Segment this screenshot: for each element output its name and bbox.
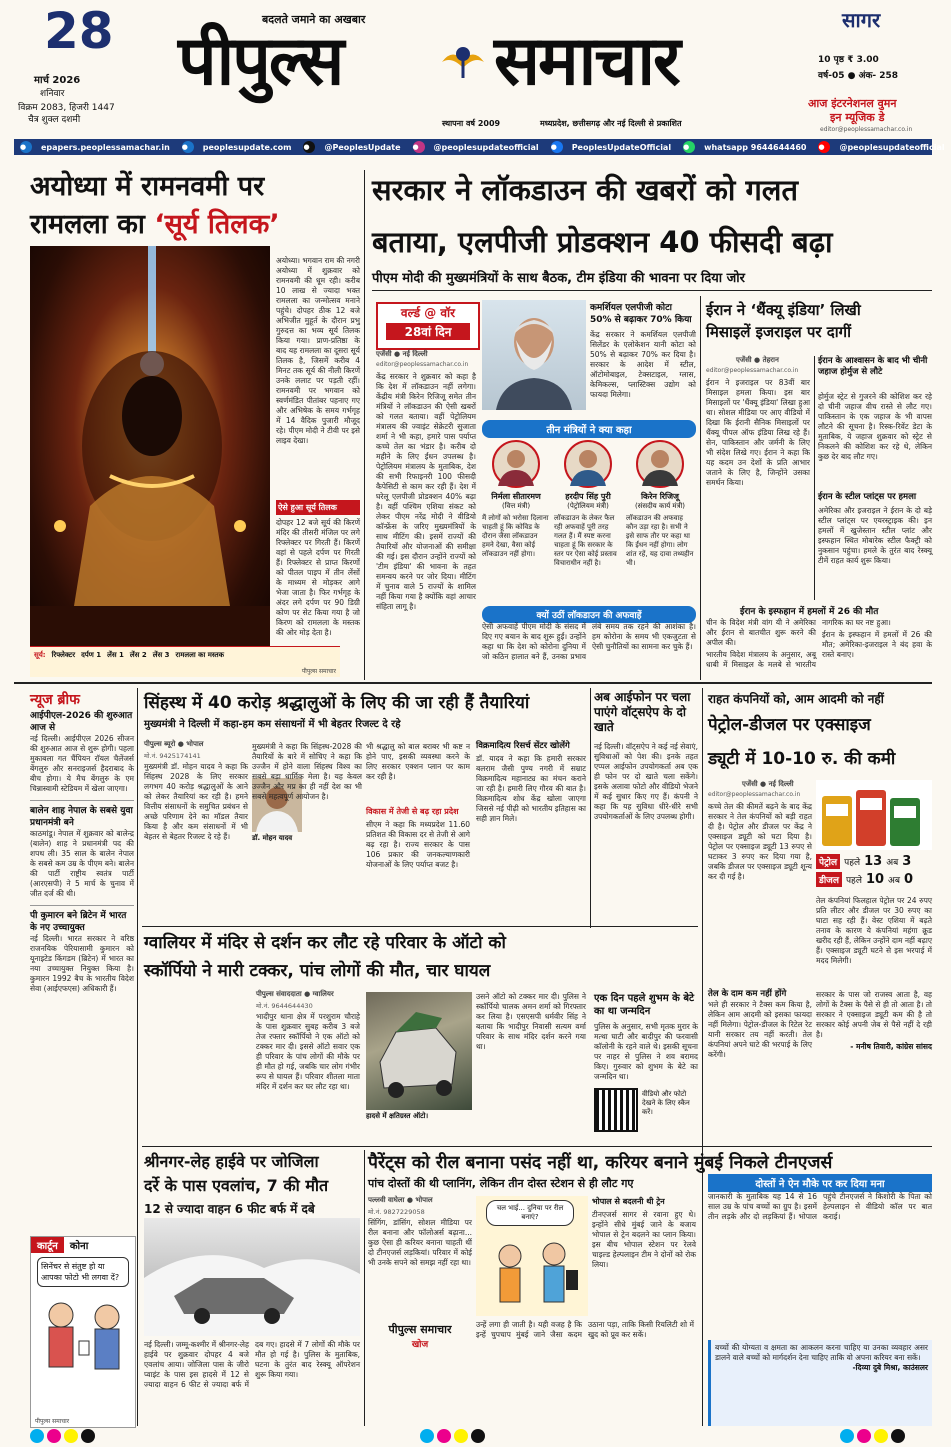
lead-email: editor@peoplessamachar.co.in — [376, 361, 469, 368]
srinagar-subtitle: 12 से ज्यादा वाहन 6 फीट बर्फ में दबे — [144, 1202, 315, 1216]
print-registration-marks — [30, 1428, 98, 1447]
excise-email: editor@peoplessamachar.co.in — [708, 791, 801, 798]
social-label: whatsapp 9644644460 — [704, 142, 807, 152]
srinagar-body — [144, 1340, 360, 1426]
tagline: बदलते जमाने का अखबार — [262, 13, 366, 26]
simhastha-body-3 — [366, 742, 470, 802]
divider — [142, 926, 698, 927]
iphone-body-text: नई दिल्ली। वॉट्सऐप ने कई नई सेवाएं, सुविधाओं को पेश की। इनके तहत एप्पल आईफोन उपयोगकर्ता अब एक ही फोन पर दो खाते चला सकेंगे। इसके अलावा फोटो और वीडियो भेजने में कई सुधार किए गए हैं। कंपनी ने कहा कि यह सुविधा धीरे-धीरे सभी उपयोगकर्ताओं के लिए उपलब्ध होगी। — [594, 742, 698, 821]
shubham-body-text: पुलिस के अनुसार, सभी मृतक मुरार के मत्था घाटी और बादीपुर की फरवासी कॉलोनी के रहने वाले थे। इसकी सूचना पर नाहर से पुलिस ने शव बरामद किए। गुरुवार को शुभम के बेटे का जन्मदिन था। — [594, 1022, 698, 1081]
lead-title-2: बताया, एलपीजी प्रोडक्शन 40 फीसदी बढ़ा — [372, 225, 833, 259]
quote2-text: सरकार के पास जो राजस्व आता है, वह लोगों के टैक्स के पैसे से ही तो आता है। तो सरकार ने एक्साइज ड्यूटी कम की है तो सरकार कोई अपनी जेब से पैसे नहीं दे रही है। — [816, 990, 932, 1039]
simhastha-byline: पीपुल्स ब्यूरो ● भोपाल — [144, 740, 204, 748]
excise-row — [816, 854, 932, 869]
simhastha-phone: मो.नं. 9425174141 — [144, 752, 201, 760]
friends-footer-text: बच्चों की योग्यता व क्षमता का आकलन करना चाहिए या उनका व्यवहार असर डालने वाले बच्चों को मार्गदर्शन देना चाहिए ताकि वो अपना करियर बना सकें। — [715, 1343, 928, 1362]
photo-credit: पीपुल्स समाचार — [301, 668, 336, 675]
ayodhya-title-2 — [30, 204, 280, 241]
news-brief-list — [30, 710, 134, 1230]
rumor-body — [482, 622, 696, 678]
ministers-heading: तीन मंत्रियों ने क्या कहा — [482, 420, 696, 438]
social-bar — [14, 139, 945, 155]
social-label: @peoplesupdateofficial — [839, 142, 945, 152]
gwalior-phone: मो.नं. 9644644430 — [256, 1002, 313, 1010]
founded-year: स्थापना वर्ष 2009 — [442, 119, 501, 128]
social-link[interactable] — [413, 141, 545, 153]
minister-card — [482, 440, 550, 600]
teens-phone: मो.नं. 9827229058 — [368, 1208, 425, 1216]
social-label: peoplesupdate.com — [202, 142, 292, 152]
teens-title: पैरेंट्स को रील बनाना पसंद नहीं था, करियर बनाने मुंबई निकले टीनएजर्स — [368, 1153, 833, 1173]
ayodhya-body-text: अयोध्या। भगवान राम की नगरी अयोध्या में शुक्रवार को रामनवमी की धूम रही। करीब 10 लाख से ज्यादा भक्त रामलला का जन्मोत्सव मनाने पहुंचे। दोपहर ठीक 12 बजे अभिजीत मुहूर्त के दौरान प्रभु गुरुदत्त का भव्य सूर्य तिलक किया गया। प्राण-प्रतिष्ठा के बाद यह रामलला का दूसरा सूर्य तिलक है, जिसमें करीब 4 मिनट तक सूर्य की नीली किरणें उनके ललाट पर पड़ती रहीं। रामनवमी पर भगवान को स्वर्णमंडित पीतांबर पहनाए गए और अभिषेक के समय गर्भगृह में 14 वैदिक पुजारी मौजूद रहे। पीएम मोदी ने टीवी पर इसे लाइव देखा। — [276, 256, 360, 445]
shubham-title: एक दिन पहले शुभम के बेटे का था जन्मदिन — [594, 993, 695, 1017]
quote2-credit: - मनीष तिवारी, कांग्रेस सांसद — [850, 1042, 932, 1051]
diagram-label: सूर्य: — [34, 651, 46, 659]
globe-icon: ● — [20, 141, 32, 153]
excise-body-text: कच्चे तेल की कीमतें बढ़ने के बाद केंद्र सरकार ने तेल कंपनियों को बड़ी राहत दी है। पेट्रोल और डीजल पर केंद्र ने एक्साइज ड्यूटी को घटा दिया है। पेट्रोल पर एक्साइज ड्यूटी 13 रुपए से घटाकर 3 रुपए कर दिया गया है, जबकि डीजल पर एक्साइज ड्यूटी शून्य कर दी गई है। — [708, 802, 812, 881]
social-link[interactable] — [303, 141, 406, 153]
teens-box-body — [592, 1210, 696, 1316]
excise-title-0: राहत कंपनियों को, आम आदमी को नहीं — [708, 692, 884, 706]
masthead — [0, 0, 945, 138]
diagram-label: दर्पण 1 — [81, 651, 102, 659]
news-brief-headline: पी कुमारन बने ब्रिटेन में भारत के नए उच्चायुक्त — [30, 905, 134, 934]
gwalior-title-2: स्कॉर्पियो ने मारी टक्कर, पांच लोगों की मौत, चार घायल — [144, 961, 491, 981]
social-link[interactable] — [683, 141, 812, 153]
minister-portrait — [636, 440, 684, 488]
date-month-year: मार्च 2026 — [34, 75, 81, 86]
lead-subtitle: पीएम मोदी की मुख्यमंत्रियों के साथ बैठक, टीम इंडिया की भावना पर दिया जोर — [372, 271, 745, 286]
qr-text: वीडियो और फोटो देखने के लिए स्कैन करें। — [642, 1090, 690, 1116]
social-link[interactable] — [551, 141, 677, 153]
promo-line2: इन म्यूजिक डे — [830, 111, 885, 124]
fuel-label: डीजल — [816, 872, 842, 887]
teens-body-2 — [476, 1320, 694, 1426]
excise-title-2: ड्यूटी में 10-10 रु. की कमी — [708, 749, 896, 769]
facebook-icon: ● — [551, 141, 563, 153]
logo-emblem — [440, 40, 486, 80]
whatsapp-icon: ● — [683, 141, 695, 153]
avalanche-photo — [144, 1218, 360, 1336]
iran-email: editor@peoplessamachar.co.in — [706, 367, 799, 374]
iran-side-body — [818, 392, 932, 488]
friends-footer-credit: -दिव्या दुबे मिश्रा, काउंसलर — [852, 1363, 928, 1372]
gwalior-title-1: ग्वालियर में मंदिर से दर्शन कर लौट रहे परिवार के ऑटो को — [144, 933, 506, 953]
iran-title-1: ईरान ने ‘थैंक्यू इंडिया’ लिखी — [706, 301, 861, 319]
war-badge-line2: 28वां दिन — [386, 323, 470, 340]
ramlalla-photo — [30, 246, 270, 646]
qr-code — [594, 1088, 638, 1132]
cartoon-box — [30, 1236, 136, 1428]
isfahan-bullets — [706, 618, 932, 678]
excise-row — [816, 872, 932, 887]
minister-name: निर्मला सीतारमण — [491, 492, 541, 501]
iran-body-text: ईरान ने इजराइल पर 83वीं बार मिसाइल हमला किया। इस बार मिसाइलों पर 'थैंक्यू इंडिया' लिखा हुआ था। सोशल मीडिया पर आए वीडियो में दिखा कि ईरानी सैनिक मिसाइलों पर थैंक्यू पीपल ऑफ इंडिया लिख रहे हैं। सेन, पाकिस्तान और जर्मनी के लिए भी संदेश लिखे गए। ईरान ने कहा कि यह कदम उन देशों के प्रति आभार जताने के लिए है, जिन्होंने उसका समर्थन किया। — [706, 378, 810, 487]
cartoon-speech: सिनेंचर से संतुष्ट हो या आपका फोटो भी लगवा दें? — [37, 1257, 129, 1287]
cartoon-credit: पीपुल्स समाचार — [35, 1418, 70, 1425]
lead-title-1: सरकार ने लॉकडाउन की खबरों को गलत — [372, 173, 798, 207]
iran-side-title: ईरान के आश्वासन के बाद भी चीनी जहाज होर्मुज से लौटे — [818, 356, 928, 377]
simhastha-body-2b — [306, 782, 362, 922]
social-link[interactable] — [818, 141, 950, 153]
iran-side-title-2: ईरान के स्टील प्लांट्स पर हमला — [818, 492, 917, 502]
diagram-label: लेंस 3 — [152, 651, 170, 659]
social-label: @PeoplesUpdate — [324, 142, 401, 152]
isfahan-bullet: भारतीय विदेश मंत्रालय के अनुसार, अबू धाबी में मिसाइल के मलबे से भारतीय नागरिक का घर नष्ट हुआ। — [706, 618, 891, 669]
fuel-pump-graphic — [816, 780, 932, 850]
ministers-panel — [482, 440, 696, 600]
simhastha-title: सिंहस्थ में 40 करोड़ श्रद्धालुओं के लिए की जा रही हैं तैयारियां — [144, 693, 530, 713]
iphone-body — [594, 742, 698, 924]
news-brief-headline: बालेन शाह नेपाल के सबसे युवा प्रधानमंत्री बने — [30, 800, 134, 829]
teens-logo — [368, 1322, 472, 1350]
commercial-body-text: केंद्र सरकार ने कमर्शियल एलपीजी सिलेंडर के एलोकेशन यानी कोटा को 50% से बढ़ाकर 70% कर दिया है। सरकार के आदेश में स्टील, ऑटोमोबाइल, टेक्सटाइल, ग्लास, केमिकल्स, प्लास्टिक्स उद्योग को फायदा मिलेगा। — [590, 330, 696, 399]
print-registration-marks — [420, 1428, 488, 1447]
instagram-icon: ● — [413, 141, 425, 153]
friends-box-footer — [708, 1340, 932, 1426]
social-label: PeoplesUpdateOfficial — [571, 142, 672, 152]
simhastha-box-body — [366, 820, 470, 922]
minister-quote: लॉकडाउन की अफवाह कौन उड़ा रहा है। सभी ने इसे साफ तौर पर कहा था कि ईंधन नहीं होगा। लोग शांत रहें, यह दावा तथ्यहीन भी। — [626, 514, 694, 567]
lead-body — [376, 372, 476, 677]
cartoon-label: कार्टून — [31, 1237, 64, 1253]
teens-body-text: सिंगिंग, डांसिंग, सोशल मीडिया पर रील बनाना और फॉलोअर्स बढ़ाना... कुछ ऐसा ही करियर बनाना चाहती थीं दो टीनएजर्स लड़कियां। परिवार में कोई भी उनके सपने को समझ नहीं रहा था। — [368, 1218, 472, 1267]
quote1-text: भले ही सरकार ने टैक्स कम किया है, लेकिन आम आदमी को इसका फायदा नहीं मिलेगा। पेट्रोल-डीजल के रिटेल रेट यानी सरकार तय नहीं करती। तेल कंपनियां अपने घाटे की भरपाई के लिए करेंगी। — [708, 1000, 812, 1059]
after-label: अब — [888, 876, 901, 886]
iphone-title: अब आईफोन पर चला पाएंगे वॉट्सऐप के दो खाते — [594, 690, 691, 734]
iran-body — [706, 378, 810, 598]
youtube-icon: ● — [818, 141, 830, 153]
excise-byline: एजेंसी ● नई दिल्ली — [742, 780, 794, 788]
diagram-label: रामलला का मस्तक — [175, 651, 225, 659]
excise-bullet-text: तेल कंपनियां फिलहाल पेट्रोल पर 24 रुपए प्रति लीटर और डीजल पर 30 रुपए का घाटा सह रही हैं। वेस्ट एशिया में बढ़ते तनाव के कारण ये कंपनियां महंगा क्रूड खरीद रही हैं, लेकिन उन्होंने दाम नहीं बढ़ाए हैं। एक्साइज ड्यूटी घटने से इस भरपाई में मदद मिलेगी। — [816, 896, 932, 965]
price: 10 पृष्ठ ₹ 3.00 — [818, 55, 879, 65]
ayodhya-title-2b: ‘सूर्य तिलक’ — [154, 209, 280, 240]
iran-side-body-text: होर्मुज स्ट्रेट से गुजरने की कोशिश कर रहे दो चीनी जहाज वीच रास्ते से लौट गए। पाकिस्तान के एक जहाज के भी वापस लौटने की सूचना है। रिस्क-रिवेंट डेटा के मुताबिक, ये जहाज शुक्रवार को स्ट्रेट से निकलने की कोशिश कर रहे थे, लेकिन कुछ देर बाद लौट गए। — [818, 392, 932, 461]
simhastha-body-1 — [144, 762, 248, 922]
excise-bullet — [816, 896, 932, 986]
excise-table — [816, 854, 932, 890]
srinagar-title-1: श्रीनगर-लेह हाईवे पर जोजिला — [144, 1152, 319, 1171]
diagram-label: लेंस 1 — [107, 651, 124, 659]
divider — [700, 296, 701, 680]
divider — [14, 682, 932, 684]
minister-quote: मैं लोगों को भरोसा दिलाना चाहती हूं कि कोविड के दौरान जैसा लॉकडाउन हमने देखा, वैसा कोई लॉकडाउन नहीं होगा। — [482, 514, 549, 558]
lead-body-text: केंद्र सरकार ने शुक्रवार को कहा है कि देश में लॉकडाउन नहीं लगेगा। केंद्रीय मंत्री किरेन रिजिजू समेत तीन मंत्रियों ने लॉकडाउन की ऐसी खबरों को गलत बताया। वहीं पेट्रोलियम मंत्रालय की ज्वाइंट सेक्रेटरी सुजाता शर्मा ने भी कहा, हमारे पास पर्याप्त कच्चे तेल का भंडार है। करीब दो महीने के लिए ईंधन उपलब्ध है। पेट्रोलियम मंत्रालय के मुताबिक, देश की सभी रिफाइनरी 100 फीसदी कैपेसिटी से काम कर रही हैं। देश में घरेलू एलपीजी प्रोडक्शन 40% बढ़ा है। वहीं पश्चिम एशिया संकट को लेकर पीएम नरेंद्र मोदी ने वीडियो कॉन्फ्रेंस के जरिए मुख्यमंत्रियों के साथ मीटिंग की। इसमें राज्यों की तैयारियों और योजनाओं की समीक्षा की गई। इस दौरान उन्होंने राज्यों को 'टीम इंडिया' की भावना के तहत समन्वय करने पर जोर दिया। मीटिंग में चुनाव वाले 5 राज्यों के शामिल नहीं किया गया है क्योंकि वहां आचार संहिता लागू है। — [376, 372, 476, 611]
vikram-date: विक्रम 2083, हिजरी 1447 — [18, 103, 115, 113]
minister-portrait — [564, 440, 612, 488]
minister-portrait — [492, 440, 540, 488]
iran-title-2: मिसाइलें इजराइल पर दागीं — [706, 323, 851, 341]
pm-modi-photo — [482, 300, 586, 410]
sun-tilak-diagram — [30, 646, 340, 677]
divider — [364, 170, 365, 680]
promo-line1: आज इंटरनेशनल वुमन — [808, 97, 897, 110]
lead-byline: एजेंसी ● नई दिल्ली — [376, 350, 428, 358]
friends-box-title: दोस्तों ने ऐन मौके पर कर दिया मना — [708, 1174, 932, 1192]
simhastha-body3-text: भी श्रद्धालु को बाल बराबर भी कष्ट न होने पाए, इसकी व्यवस्था करने के लिए सरकार एक्शन प्लान पर काम कर रही है। — [366, 742, 470, 781]
news-brief-body: नई दिल्ली। आईपीएल 2026 सीजन की शुरुआत आज से शुरू होगी। पहला मुकाबला गत चैंपियन रॉयल चैलेंजर्स बेंगलुरु और सनराइजर्स हैदराबाद के बीच होगा। ये मैच बेंगलुरु के एम चिन्नास्वामी स्टेडियम में खेला जाएगा। — [30, 734, 134, 793]
ayodhya-body-2 — [276, 518, 360, 643]
ayodhya-body2-text: दोपहर 12 बजे सूर्य की किरणें मंदिर की तीसरी मंजिल पर लगे रिफ्लेक्टर पर गिरती हैं। किरणें वहां से पहले दर्पण पर गिरती हैं। रिफ्लेक्टर से प्राप्त किरणों को पीतल पाइप में तीन लेंसों के माध्यम से मोड़कर आगे भेजा जाता है। फिर गर्भगृह के अंदर लगे दर्पण पर 90 डिग्री कोण पर सेट किया गया है जो किरण को रामलला के मस्तक की ओर मोड़ देता है। — [276, 518, 360, 637]
minister-quote: लॉकडाउन के लेकर फैल रही अफवाहें पूरी तरह गलत हैं। मैं स्पष्ट करना चाहता हूं कि सरकार के स्तर पर ऐसा कोई प्रस्ताव विचाराधीन नहीं है। — [554, 514, 617, 567]
iran-byline: एजेंसी ● तेहरान — [736, 356, 779, 364]
city-name: सागर — [842, 8, 881, 32]
diagram-label: रिफ्लेक्टर — [51, 651, 76, 659]
simhastha-body1-text: मुख्यमंत्री डॉ. मोहन यादव ने कहा कि सिंहस्थ 2028 के लिए सरकार लगभग 40 करोड़ श्रद्धालुओं के आने को लेकर तैयारियां कर रही है। हमने वित्तीय संसाधनों के समुचित प्रबंधन से अच्छे परिणाम देने का मॉडल तैयार किया है और कम संसाधनों में भी बेहतर से बेहतर रिजल्ट दे रहे हैं। — [144, 762, 248, 841]
chaitra-date: चैत्र शुक्ल दशमी — [28, 115, 81, 125]
minister-card — [626, 440, 694, 600]
gwalior-body2-text: उसने ऑटो को टक्कर मार दी। पुलिस ने स्कॉर्पियो चालक अमन शर्मा को गिरफ्तार कर लिया है। एसएसपी धर्मवीर सिंह ने बताया कि भादीपुर निवासी सत्यम वर्मा परिवार के साथ मंदिर दर्शन करने गया था। — [476, 992, 586, 1051]
divider — [814, 356, 815, 600]
news-brief-headline: आईपीएल-2026 की शुरुआत आज से — [30, 711, 133, 733]
war-badge — [376, 302, 480, 350]
weekday: शनिवार — [40, 89, 65, 99]
ayodhya-title-1: अयोध्या में रामनवमी पर — [30, 171, 265, 202]
isfahan-bullet: ईरान के इस्फहान में हमलों में 26 की मौत; अमेरिका-इजराइल ने बंद हवा के रास्ते बनाए। — [822, 630, 932, 659]
fuel-label: पेट्रोल — [816, 854, 840, 869]
cartoon-illustration — [31, 1291, 135, 1381]
minister-card — [554, 440, 622, 600]
isfahan-bullet: चीन के विदेश मंत्री वांग यी ने अमेरिका और ईरान से बातचीत शुरू करने की अपील की। — [706, 618, 816, 647]
minister-name: किरेन रिजिजू — [640, 492, 679, 501]
teens-box-body-text: टीनएजर्स सागर से रवाना हुए थे। इन्होंने सीधे मुंबई जाने के बजाय भोपाल से ट्रेन बदलने का प्लान किया। इस बीच भोपाल स्टेशन पर रेलवे चाइल्ड हेल्पलाइन टीम ने दोनों को रोक लिया। — [592, 1210, 696, 1269]
after-value: 3 — [902, 854, 912, 869]
teens-body2-text: उन्हें लगा ही जाती है। यही वजह है कि इन्हें चुपचाप मुंबई जाने जैसा कदम उठाना पड़ा, ताकि किसी रियलिटी शो में खुद को प्रूव कर सकें। — [476, 1320, 694, 1339]
news-brief-body: नई दिल्ली। भारत सरकार ने वरिष्ठ राजनयिक पेरियासामी कुमारन को यूनाइटेड किंगडम (ब्रिटेन) में भारत का नया उच्चायुक्त नियुक्त किया है। कुमारन 1992 बैच के भारतीय विदेश सेवा (आईएफएस) अधिकारी हैं। — [30, 934, 134, 993]
mohan-yadav-caption: डॉ. मोहन यादव — [252, 834, 293, 842]
after-label: अब — [886, 858, 899, 868]
publish-info: मध्यप्रदेश, छत्तीसगढ़ और नई दिल्ली से प्रकाशित — [540, 119, 682, 128]
teens-body — [368, 1218, 472, 1318]
simhastha-subtitle: मुख्यमंत्री ने दिल्ली में कहा-हम कम संसाधनों में भी बेहतर रिजल्ट दे रहे — [144, 719, 401, 730]
commercial-title: कमर्शियल एलपीजी कोटा 50% से बढ़ाकर 70% किया — [590, 303, 692, 325]
iran-side-body2-text: अमेरिका और इजराइल ने ईरान के दो बड़े स्टील प्लांट्स पर एयरस्ट्राइक की। इन हमलों में खुजेस्तान स्टील प्लांट और इस्फहान स्थित मोबारेक स्टील फैक्ट्री को नुकसान पहुंचा। हमले के तुरंत बाद रेस्क्यू टीमें राहत कार्य शुरू किया। — [818, 506, 932, 565]
print-registration-marks — [840, 1428, 908, 1447]
paper-name-right: समाचार — [494, 22, 679, 101]
iran-side-body-2 — [818, 506, 932, 600]
simhastha-box-title: विकास में तेजी से बढ़ रहा प्रदेश — [366, 807, 459, 816]
gwalior-body-2 — [476, 992, 586, 1134]
before-value: 13 — [864, 854, 883, 869]
divider — [590, 688, 591, 928]
war-badge-line1: वर्ल्ड @ वॉर — [400, 306, 456, 320]
teens-subtitle: पांच दोस्तों की थी प्लानिंग, लेकिन तीन दोस्त स्टेशन से ही लौट गए — [368, 1177, 634, 1190]
before-value: 10 — [865, 872, 885, 887]
divider — [364, 1150, 365, 1426]
excise-title-1: पेट्रोल-डीजल पर एक्साइज — [708, 715, 871, 735]
friends-box-body-text: जानकारी के मुताबिक यह 14 से 16 साल उम्र के पांच बच्चों का ग्रुप है। इसमें तीन लड़के और दो लड़कियां हैं। भोपाल पहुंचे टीनएजर्स ने किशोरी के पिता को हेल्पलाइन से वीडियो कॉल पर बात कराई। — [708, 1192, 932, 1221]
before-label: पहले — [845, 876, 862, 886]
rumor-body-text: ऐसी अफवाहें पीएम मोदी के संसद में दिए गए बयान के बाद शुरू हुईं। उन्होंने कहा था कि देश को कोरोना दुनिया में जो कठिन हालात बने हैं, उनका प्रभाव लंबे समय तक रहने की आशंका है। हम कोरोना के समय भी एकजुटता से ऐसी चुनौतियों का सामना कर चुके हैं। — [482, 622, 696, 661]
rumor-heading: क्यों उठीं लॉकडाउन की अफवाहें — [482, 606, 696, 623]
simhastha-body2-text: मुख्यमंत्री ने कहा कि सिंहस्थ-2028 की तैयारियों के बारे में सोचिए ने कहा कि उज्जैन में होने वाला सिंहस्थ विश्व का सबसे बड़ा धार्मिक मेला है। यह केवल उज्जैन और मप्र का ही नहीं देश का भी सबसे महत्वपूर्ण आयोजन है। — [252, 742, 362, 801]
isfahan-title: ईरान के इस्फहान में हमलों में 26 की मौत — [740, 607, 879, 617]
news-brief-title: न्यूज ब्रीफ — [30, 692, 80, 708]
vikramaditya-body-text: डॉ. यादव ने कहा कि हमारी सरकार बलराम जैसी पुण्य नगरी में सम्राट विक्रमादित्य महानाट्य का मंचन कराने जा रही है। हमारी लिए गौरव की बात है। विक्रमादित्य शोध केंद्र खोला जाएगा जिससे नई पीढ़ी को भारतीय इतिहास का सही ज्ञान मिले। — [476, 754, 586, 823]
ayodhya-title-2a: रामलला का — [30, 209, 155, 240]
divider — [702, 688, 703, 1426]
teens-logo-text: पीपुल्स समाचार — [388, 1323, 452, 1336]
minister-role: (वित्त मंत्री) — [501, 502, 531, 510]
gwalior-body-text: भादीपुर थाना क्षेत्र में परशुराम चौराहे के पास शुक्रवार सुबह करीब 3 बजे तेज रफ्तार स्कॉर्पियो ने एक ऑटो को टक्कर मार दी। इससे ऑटो सवार एक ही परिवार के पांच लोगों की मौके पर ही मौत हो गई, जबकि चार लोग गंभीर रूप से घायल हैं। परिवार शीतला माता मंदिर में दर्शन कर घर लौट रहा था। — [256, 1012, 360, 1091]
divider — [142, 1146, 932, 1147]
quote2-body — [816, 990, 932, 1110]
social-link[interactable] — [182, 141, 298, 153]
social-label: @peoplesupdateofficial — [433, 142, 539, 152]
vikramaditya-title: विक्रमादित्य रिसर्च सेंटर खोलेंगे — [476, 741, 570, 751]
social-link[interactable] — [20, 141, 176, 153]
minister-role: (संसदीय कार्य मंत्री) — [634, 502, 686, 510]
simhastha-body-2 — [252, 742, 362, 801]
ayodhya-subhead: ऐसे हुआ सूर्य तिलक — [276, 500, 360, 515]
commercial-body — [590, 330, 696, 412]
gwalior-byline: पीपुल्स संवाददाता ● ग्वालियर — [256, 990, 334, 998]
srinagar-body-text: नई दिल्ली। जम्मू-कश्मीर में श्रीनगर-लेह हाईवे पर शुक्रवार दोपहर 4 बजे एवलांच आया। जोजिला पास के जीरो प्वाइंट के पास इस हादसे में 12 से ज्यादा वाहन 6 फीट से ज्यादा बर्फ में दब गए। हादसे में 7 लोगों की मौके पर मौत हो गई है। पुलिस के मुताबिक, घटना के तुरंत बाद रेस्क्यू ऑपरेशन शुरू किया गया। — [144, 1340, 360, 1389]
before-label: पहले — [844, 858, 861, 868]
cartoon-corner: कोना — [69, 1241, 89, 1252]
srinagar-title-2: दर्रे के पास एवलांच, 7 की मौत — [144, 1176, 329, 1195]
friends-box-body — [708, 1192, 932, 1336]
minister-name: हरदीप सिंह पुरी — [565, 492, 611, 501]
minister-role: (पेट्रोलियम मंत्री) — [567, 502, 609, 510]
paper-name-left: पीपुल्स — [178, 22, 343, 101]
social-label: epapers.peoplessamachar.in — [41, 142, 170, 152]
auto-accident-caption: हादसे में क्षतिग्रस्त ऑटो। — [366, 1112, 429, 1120]
year-issue: वर्ष-05 ● अंक- 258 — [818, 71, 899, 81]
divider — [137, 688, 138, 1426]
auto-accident-photo — [366, 992, 472, 1110]
vikramaditya-body — [476, 754, 586, 922]
after-value: 0 — [904, 872, 914, 887]
diagram-label: लेंस 2 — [129, 651, 147, 659]
news-brief-body: काठमांडू। नेपाल में शुक्रवार को बालेन्द्र (बालेन) शाह ने प्रधानमंत्री पद की शपथ ली। 35 साल के बालेन नेपाल के सबसे कम उम्र के पीएम बने। बालेन की पार्टी राष्ट्रीय स्वतंत्र पार्टी (आरएसपी) ने 5 मार्च के चुनाव में जीत दर्ज की थी। — [30, 829, 134, 898]
divider — [372, 290, 932, 291]
ayodhya-body — [276, 256, 360, 496]
x-icon: ● — [303, 141, 315, 153]
teens-box-title: भोपाल से बदलनी थी ट्रेन — [592, 1197, 665, 1206]
comic-bubble: चल भाई... दुनिया पर रील बनाएं? — [486, 1200, 574, 1226]
teens-comic — [476, 1196, 588, 1316]
gwalior-body — [256, 1012, 360, 1140]
promo-email: editor@peoplessamachar.co.in — [820, 126, 913, 133]
date-day: 28 — [44, 2, 114, 60]
teens-byline: पल्लवी वाघेला ● भोपाल — [368, 1196, 433, 1204]
quote1-body — [708, 1000, 812, 1110]
simhastha-box-body-text: सीएम ने कहा कि मध्यप्रदेश 11.60 प्रतिशत की विकास दर से तेजी से आगे बढ़ रहा है। राज्य सरकार के पास 106 प्रकार की जनकल्याणकारी योजनाओं के लिए पर्याप्त बजट है। — [366, 820, 470, 869]
teens-logo-sub: खोज — [411, 1340, 429, 1350]
globe-icon: ● — [182, 141, 194, 153]
quote1-title: तेल के दाम कम नहीं होंगे — [708, 989, 787, 999]
shubham-body — [594, 1022, 698, 1086]
excise-body — [708, 802, 812, 922]
